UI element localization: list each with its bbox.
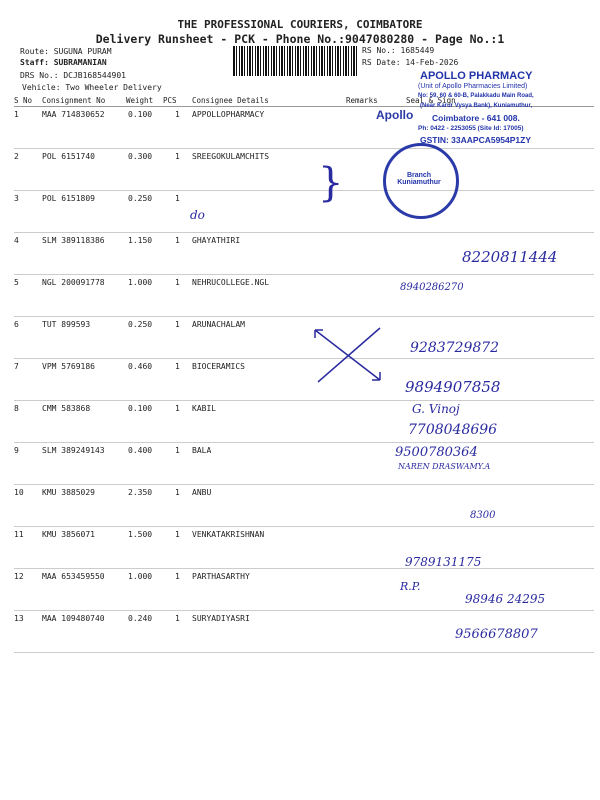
handwritten-phone: 8940286270 <box>400 282 464 293</box>
col-pcs: PCS <box>163 96 177 105</box>
col-remarks: Remarks <box>346 96 378 105</box>
row-sno: 8 <box>14 404 19 413</box>
row-consignee: SREEGOKULAMCHITS <box>192 152 270 161</box>
table-row <box>14 530 376 572</box>
row-consignment: POL 6151740 <box>42 152 95 161</box>
table-row <box>14 488 376 530</box>
row-sno: 3 <box>14 194 19 203</box>
row-pcs: 1 <box>175 614 180 623</box>
stamp-addr1: No: 59, 60 & 60-B, Palakkadu Main Road, <box>418 93 534 99</box>
row-weight: 0.300 <box>128 152 153 161</box>
stamp-phone: Ph: 0422 - 2253055 (Site Id: 17005) <box>418 125 524 132</box>
table-row <box>14 614 376 656</box>
row-sno: 7 <box>14 362 19 371</box>
row-pcs: 1 <box>175 194 180 203</box>
row-pcs: 1 <box>175 362 180 371</box>
stamp-addr2: (Near Karur Vysya Bank), Kuniamuthur, <box>420 103 533 109</box>
row-consignment: MAA 109480740 <box>42 614 105 623</box>
row-weight: 0.460 <box>128 362 153 371</box>
row-consignment: SLM 389118386 <box>42 236 105 245</box>
table-row <box>14 278 376 320</box>
row-consignee: ANBU <box>192 488 212 497</box>
row-consignment: MAA 714830652 <box>42 110 105 119</box>
row-sno: 9 <box>14 446 19 455</box>
row-weight: 0.250 <box>128 320 153 329</box>
row-consignee: GHAYATHIRI <box>192 236 241 245</box>
row-divider <box>14 316 594 317</box>
row-pcs: 1 <box>175 572 180 581</box>
row-pcs: 1 <box>175 110 180 119</box>
row-consignment: NGL 200091778 <box>42 278 105 287</box>
row-consignee: SURYADIYASRI <box>192 614 250 623</box>
row-pcs: 1 <box>175 488 180 497</box>
row-weight: 0.100 <box>128 110 153 119</box>
handwritten-phone: 9283729872 <box>410 340 500 356</box>
col-weight: Weight <box>126 96 154 105</box>
row-divider <box>14 610 594 611</box>
row-sno: 12 <box>14 572 24 581</box>
route: Route: SUGUNA PURAM <box>20 47 112 56</box>
row-divider <box>14 568 594 569</box>
row-weight: 0.240 <box>128 614 153 623</box>
row-divider <box>14 526 594 527</box>
handwritten-initials: R.P. <box>400 580 421 593</box>
row-consignment: KMU 3885029 <box>42 488 95 497</box>
table-row <box>14 404 376 446</box>
row-weight: 1.150 <box>128 236 153 245</box>
row-weight: 2.350 <box>128 488 153 497</box>
stamp-unit: (Unit of Apollo Pharmacies Limited) <box>418 83 528 90</box>
row-divider <box>14 274 594 275</box>
row-weight: 0.400 <box>128 446 153 455</box>
row-consignee: ARUNACHALAM <box>192 320 245 329</box>
col-sno: S No <box>14 96 33 105</box>
row-sno: 6 <box>14 320 19 329</box>
table-row <box>14 446 376 488</box>
row-pcs: 1 <box>175 530 180 539</box>
row-sno: 1 <box>14 110 19 119</box>
handwritten-phone: 8300 <box>470 510 496 521</box>
row-divider <box>14 148 594 149</box>
row-divider <box>14 484 594 485</box>
table-row <box>14 236 376 278</box>
stamp-name: APOLLO PHARMACY <box>420 70 533 82</box>
handwritten-phone: 98946 24295 <box>465 592 546 606</box>
row-weight: 0.100 <box>128 404 153 413</box>
col-seal: Seal & Sign <box>406 96 456 105</box>
col-consignee: Consignee Details <box>192 96 269 105</box>
handwritten-phone: 8220811444 <box>462 248 558 266</box>
drs-no: DRS No.: DCJB168544901 <box>20 71 126 80</box>
company-title: THE PROFESSIONAL COURIERS, COIMBATORE <box>177 18 423 31</box>
row-divider <box>14 400 594 401</box>
row-consignee: NEHRUCOLLEGE.NGL <box>192 278 270 287</box>
vehicle: Vehicle: Two Wheeler Delivery <box>22 83 162 92</box>
row-divider <box>14 652 594 653</box>
row-consignee: APPOLLOPHARMACY <box>192 110 265 119</box>
row-consignment: TUT 899593 <box>42 320 91 329</box>
handwritten-phone: 9894907858 <box>405 378 501 396</box>
table-row <box>14 110 376 152</box>
rs-date: RS Date: 14-Feb-2026 <box>362 58 459 67</box>
row-consignment: KMU 3856071 <box>42 530 95 539</box>
cross-arrows-mark <box>310 320 390 390</box>
row-sno: 10 <box>14 488 24 497</box>
handwritten-name: G. Vinoj <box>412 402 460 416</box>
brace-mark: } <box>318 160 344 206</box>
row-divider <box>14 358 594 359</box>
row-divider <box>14 442 594 443</box>
row-pcs: 1 <box>175 236 180 245</box>
row-sno: 5 <box>14 278 19 287</box>
row-consignment: POL 6151809 <box>42 194 95 203</box>
row-consignee: BALA <box>192 446 212 455</box>
runsheet-subtitle: Delivery Runsheet - PCK - Phone No.:9047080280 - Page No.:1 <box>95 32 505 46</box>
row-consignee: KABIL <box>192 404 217 413</box>
handwritten-phone: 9500780364 <box>395 445 478 460</box>
row-pcs: 1 <box>175 152 180 161</box>
row-weight: 1.000 <box>128 572 153 581</box>
row-pcs: 1 <box>175 446 180 455</box>
row-consignee: VENKATAKRISHNAN <box>192 530 265 539</box>
handwritten-phone: 9789131175 <box>405 555 482 569</box>
row-consignment: CMM 583868 <box>42 404 91 413</box>
handwritten-phone: 7708048696 <box>408 422 498 438</box>
apollo-logo: Apollo <box>376 108 414 122</box>
row-pcs: 1 <box>175 404 180 413</box>
row-consignment: VPM 5769186 <box>42 362 95 371</box>
barcode <box>233 46 359 76</box>
row-pcs: 1 <box>175 320 180 329</box>
stamp-gstin: GSTIN: 33AAPCA5954P1ZY <box>420 135 532 145</box>
row-consignment: MAA 653459550 <box>42 572 105 581</box>
table-row <box>14 572 376 614</box>
row-weight: 0.250 <box>128 194 153 203</box>
rs-no: RS No.: 1685449 <box>362 46 435 55</box>
row-consignment: SLM 389249143 <box>42 446 105 455</box>
col-consignment: Consignment No <box>42 96 106 105</box>
handwritten-ditto: do <box>190 208 205 222</box>
handwritten-name: NAREN DRASWAMY.A <box>398 462 491 471</box>
row-weight: 1.500 <box>128 530 153 539</box>
stamp-city: Coimbatore - 641 008. <box>432 113 520 123</box>
staff: Staff: SUBRAMANIAN <box>20 58 107 67</box>
row-sno: 11 <box>14 530 24 539</box>
handwritten-phone: 9566678807 <box>455 627 538 642</box>
row-divider <box>14 232 594 233</box>
row-sno: 4 <box>14 236 19 245</box>
row-sno: 2 <box>14 152 19 161</box>
row-divider <box>14 190 594 191</box>
row-weight: 1.000 <box>128 278 153 287</box>
row-sno: 13 <box>14 614 24 623</box>
round-seal-text: Branch Kuniamuthur <box>397 172 441 186</box>
row-consignee: BIOCERAMICS <box>192 362 245 371</box>
row-pcs: 1 <box>175 278 180 287</box>
row-consignee: PARTHASARTHY <box>192 572 250 581</box>
